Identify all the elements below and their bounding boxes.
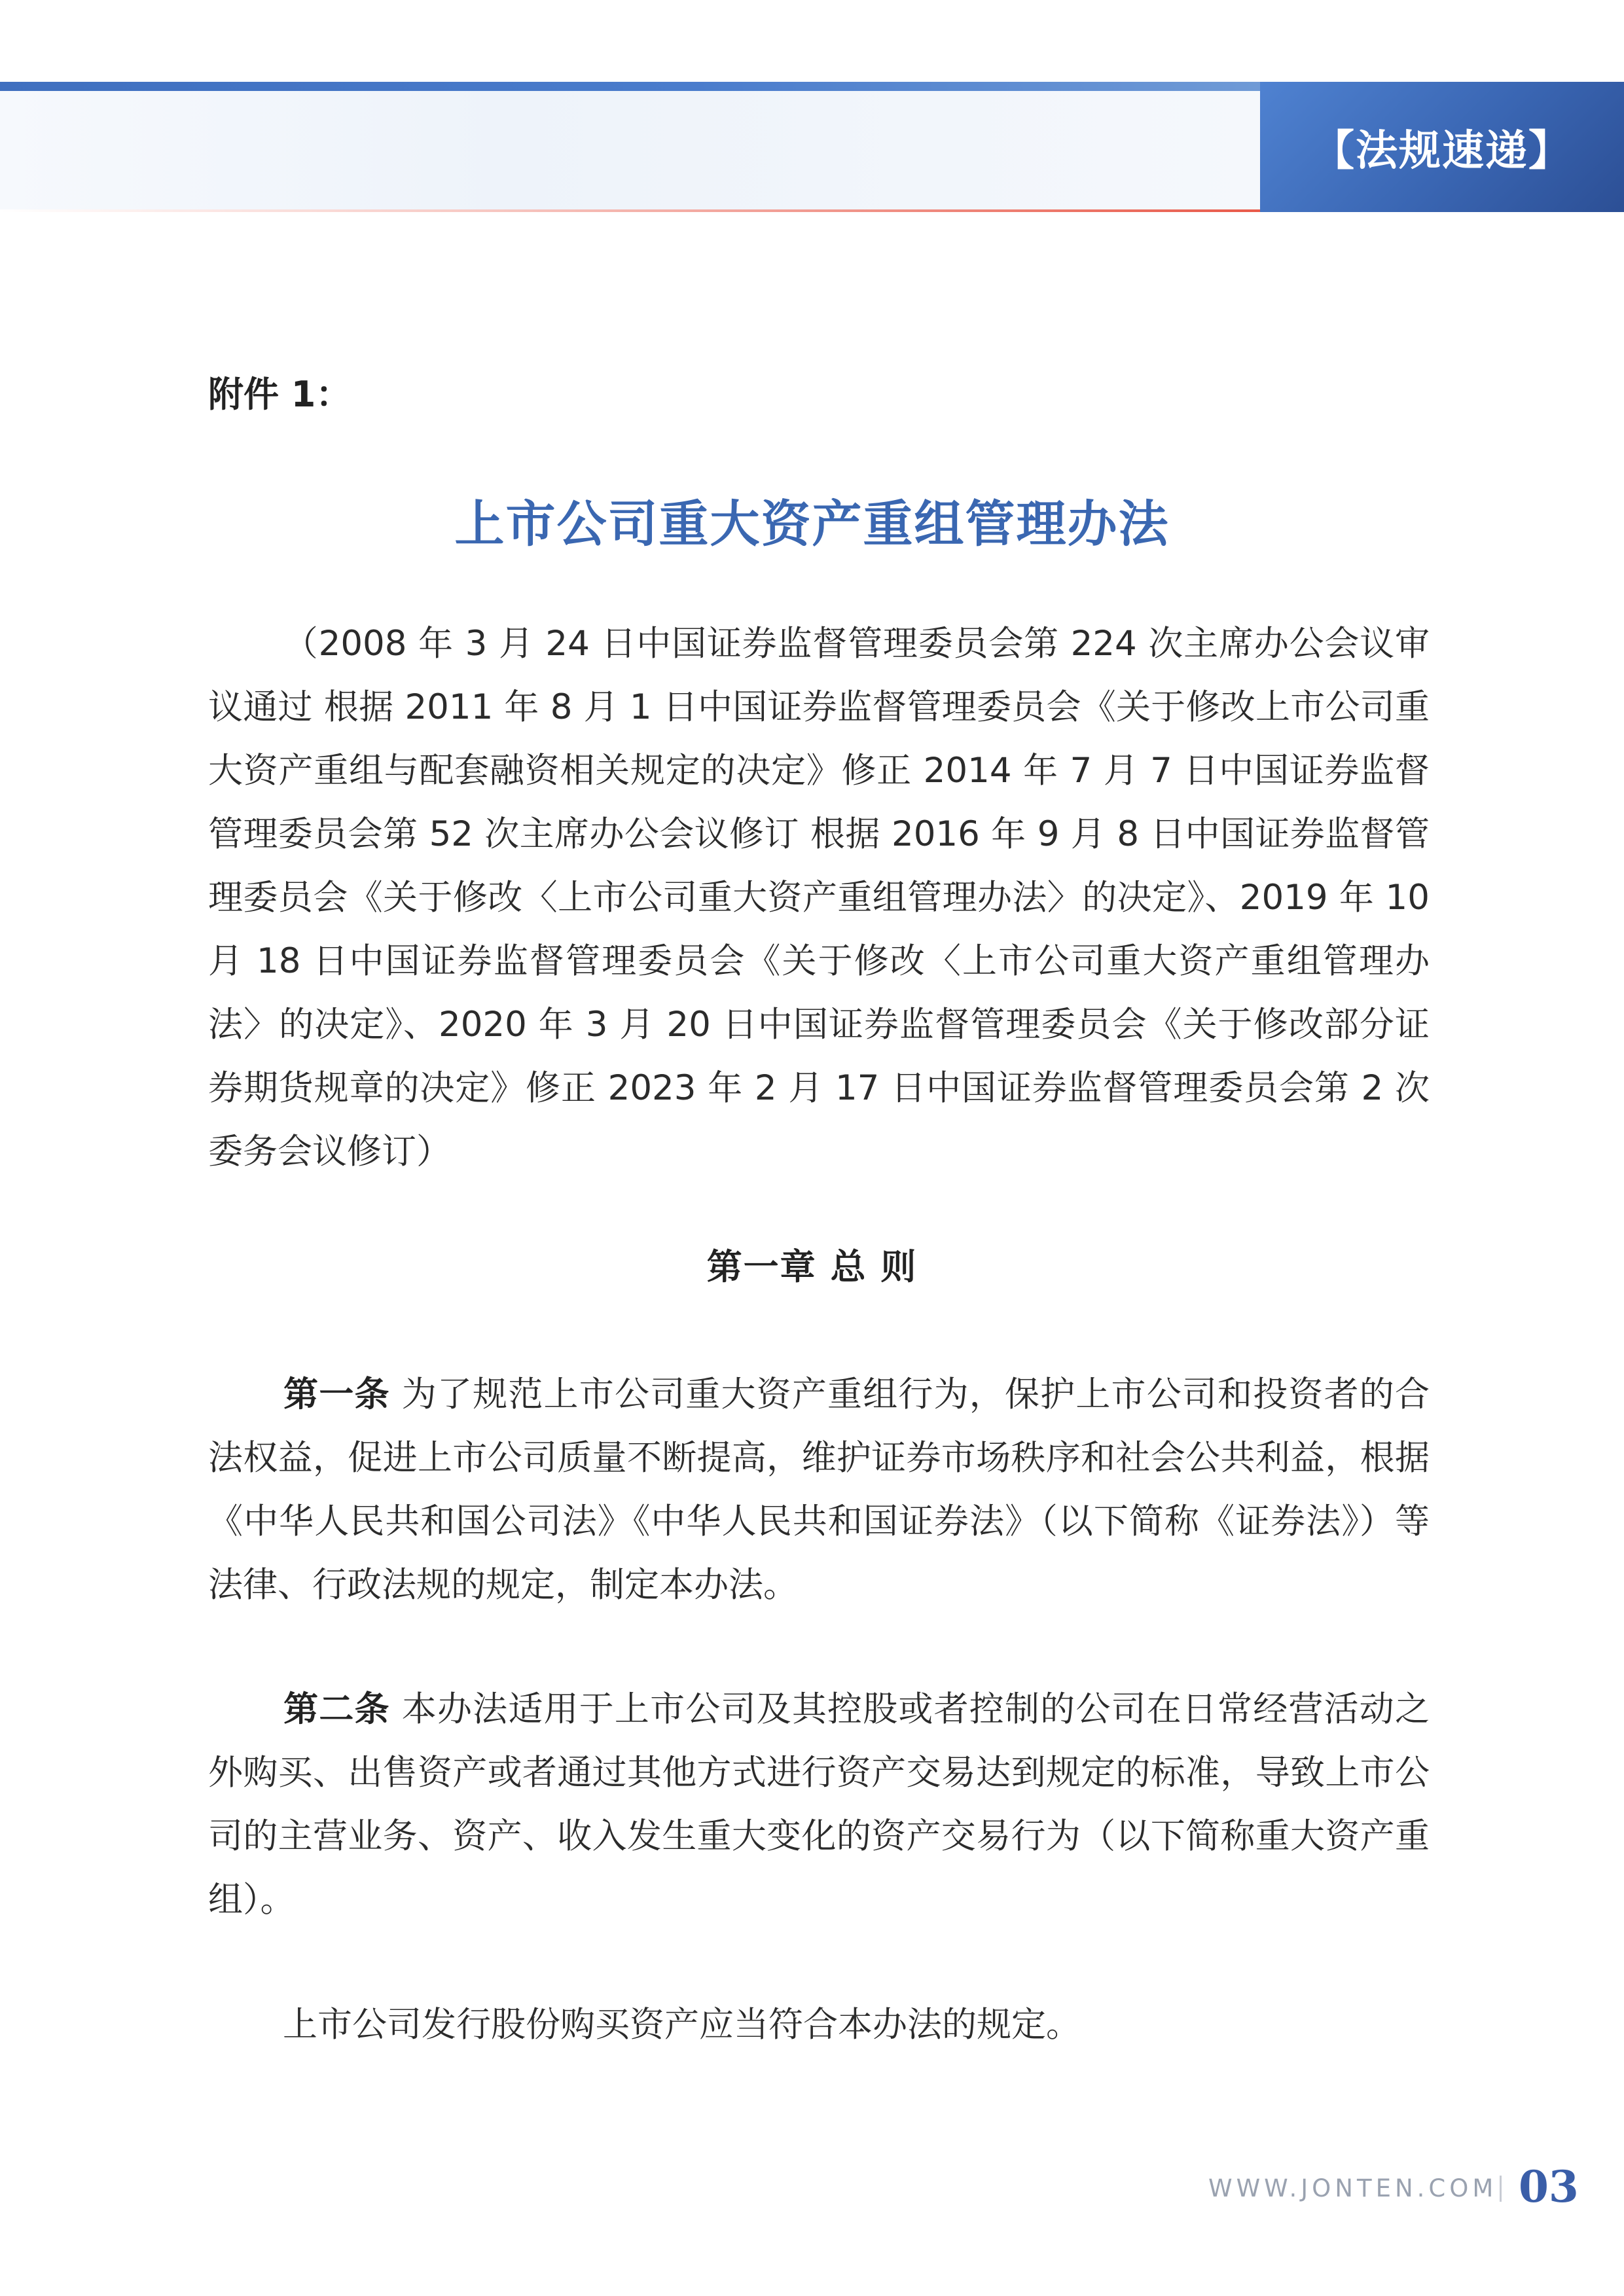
revision-history-text: （2008 年 3 月 24 日中国证券监督管理委员会第 224 次主席办公会议审议通过 根据 2011 年 8 月 1 日中国证券监督管理委员会《关于修改上市公司重大资产重组与配套融资相关规定的决定》修正 2014 年 7 月 7 日中国证券监督管理委员会第 52 次主席办公会议修订 根据 2016 年 9 月 8 日中国证券监督管理委员会《关于修改〈上市公司重大资产重组管理办法〉的决定》、2019 年 10 月 18 日中国证券监督管理委员会《关于修改〈上市公司重大资产重组管理办法〉的决定》、2020 年 3 月 20 日中国证券监督管理委员会《关于修改部分证券期货规章的决定》修正 2023 年 2 月 17 日中国证券监督管理委员会第 2 次委务会议修订）	[208, 624, 1430, 1172]
footer-divider	[1500, 2176, 1502, 2202]
section-tag-label: 【法规速递】	[1312, 126, 1572, 175]
header-red-rule	[0, 209, 1260, 212]
page-number: 03	[1519, 2161, 1579, 2212]
revision-history	[208, 612, 1430, 1183]
header-accent-line	[0, 82, 1260, 91]
article-2	[208, 1677, 1430, 1931]
article-2-text: 本办法适用于上市公司及其控股或者控制的公司在日常经营活动之外购买、出售资产或者通过其他方式进行资产交易达到规定的标准，导致上市公司的主营业务、资产、收入发生重大变化的资产交易行为（以下简称重大资产重组）。	[208, 1689, 1430, 1920]
article-1-label: 第一条	[283, 1374, 390, 1414]
article-2-label: 第二条	[283, 1689, 390, 1729]
header-band	[0, 91, 1260, 209]
document-title: 上市公司重大资产重组管理办法	[454, 495, 1170, 553]
body-paragraph	[208, 1993, 1430, 2056]
section-tag	[1260, 82, 1624, 212]
footer-website: WWW.JONTEN.COM	[1208, 2174, 1498, 2202]
article-1	[208, 1363, 1430, 1617]
article-1-text: 为了规范上市公司重大资产重组行为，保护上市公司和投资者的合法权益，促进上市公司质量不断提高，维护证券市场秩序和社会公共利益，根据《中华人民共和国公司法》《中华人民共和国证券法》（以下简称《证券法》）等法律、行政法规的规定，制定本办法。	[208, 1374, 1430, 1605]
chapter-heading: 第一章 总 则	[706, 1246, 918, 1287]
attachment-label: 附件 1：	[208, 374, 352, 415]
body-paragraph-text: 上市公司发行股份购买资产应当符合本办法的规定。	[283, 2005, 1081, 2045]
